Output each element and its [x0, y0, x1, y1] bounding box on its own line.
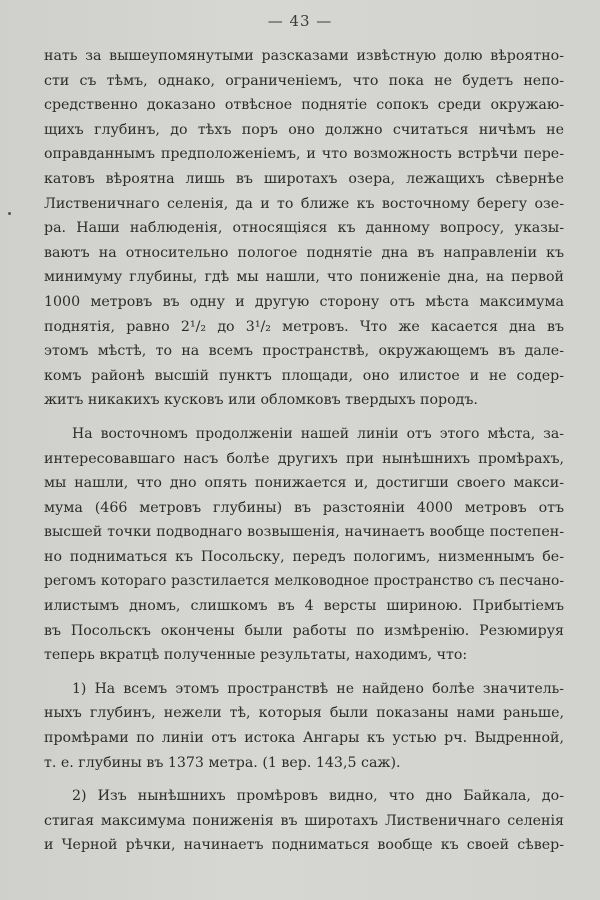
text-line: житъ никакихъ кусковъ или обломковъ твердыхъ породъ.: [44, 392, 478, 409]
text-line: катовъ вѣроятна лишь въ широтахъ озера, лежащихъ сѣвернѣе: [44, 170, 564, 187]
text-line: т. е. глубины въ 1373 метра. (1 вер. 143,5 саж).: [44, 754, 401, 771]
text-line: илистымъ дномъ, слишкомъ въ 4 версты шириною. Прибытіемъ: [44, 598, 564, 615]
paragraph-gap: [44, 775, 564, 784]
text-line: нать за вышеупомянутыми разсказами извѣстную долю вѣроятно-: [44, 48, 564, 64]
text-line: Лиственичнаго селенія, да и то ближе къ восточному берегу озе-: [44, 195, 564, 212]
text-line: высшей точки подводнаго возвышенія, начинаетъ вообще постепен-: [44, 524, 564, 541]
text-line: интересовавшаго насъ болѣе другихъ при нынѣшнихъ промѣрахъ,: [44, 450, 564, 467]
text-line: мума (466 метровъ глубины) въ разстояніи 4000 метровъ отъ: [44, 499, 564, 516]
text-line: въ Посольскъ окончены были работы по измѣренію. Резюмируя: [44, 622, 564, 639]
text-line: сти съ тѣмъ, однако, ограниченіемъ, что пока не будетъ непо-: [44, 72, 564, 89]
paragraph-4: [44, 784, 564, 858]
text-line: оправданнымъ предположеніемъ, и что возможность встрѣчи пере-: [44, 146, 564, 163]
text-line: регомъ котораго разстилается мелководное пространство съ песчано-: [44, 573, 564, 590]
paragraph-gap: [44, 668, 564, 677]
text-line: 1) На всемъ этомъ пространствѣ не найдено болѣе значитель-: [72, 680, 564, 697]
paragraph-3: [44, 677, 564, 775]
text-line: На восточномъ продолженіи нашей линіи отъ этого мѣста, за-: [72, 425, 564, 442]
text-line: ра. Наши наблюденія, относящіяся къ данному вопросу, указы-: [44, 220, 564, 237]
paragraph-1: [44, 44, 564, 413]
text-line: стигая максимума пониженія въ широтахъ Лиственичнаго селенія: [44, 812, 564, 829]
text-line: мы нашли, что дно опять понижается и, достигши своего макси-: [44, 475, 564, 492]
text-line: ваютъ на относительно пологое поднятіе дна въ направленіи къ: [44, 244, 564, 261]
text-line: теперь вкратцѣ полученные результаты, находимъ, что:: [44, 647, 468, 664]
text-line: щихъ глубинъ, до тѣхъ поръ оно должно считаться ничѣмъ не: [44, 121, 564, 138]
text-line: и Черной рѣчки, начинаетъ подниматься вообще къ своей сѣвер-: [44, 837, 564, 854]
text-line: средственно доказано отвѣсное поднятіе сопокъ среди окружаю-: [44, 97, 564, 114]
text-line: но подниматься къ Посольску, передъ пологимъ, низменнымъ бе-: [44, 548, 564, 565]
text-line: минимуму глубины, гдѣ мы нашли, что пониженіе дна, на первой: [44, 269, 564, 286]
text-line: этомъ мѣстѣ, то на всемъ пространствѣ, окружающемъ въ дале-: [44, 343, 564, 360]
text-line: поднятія, равно 2¹/₂ до 3¹/₂ метровъ. Что же касается дна въ: [44, 318, 564, 335]
body-text: [44, 44, 564, 858]
text-line: комъ районѣ высшій пунктъ площади, оно илистое и не содер-: [44, 367, 564, 384]
text-line: промѣрами по линіи отъ истока Ангары къ устью рч. Выдренной,: [44, 730, 564, 747]
page-number: — 43 —: [267, 12, 333, 30]
text-line: 2) Изъ нынѣшнихъ промѣровъ видно, что дно Байкала, до-: [72, 788, 564, 805]
paragraph-gap: [44, 413, 564, 422]
margin-speck: [8, 212, 11, 215]
text-line: ныхъ глубинъ, нежели тѣ, которыя были показаны нами раньше,: [44, 705, 564, 722]
paragraph-2: [44, 422, 564, 668]
text-line: 1000 метровъ въ одну и другую сторону отъ мѣста максимума: [44, 293, 564, 310]
